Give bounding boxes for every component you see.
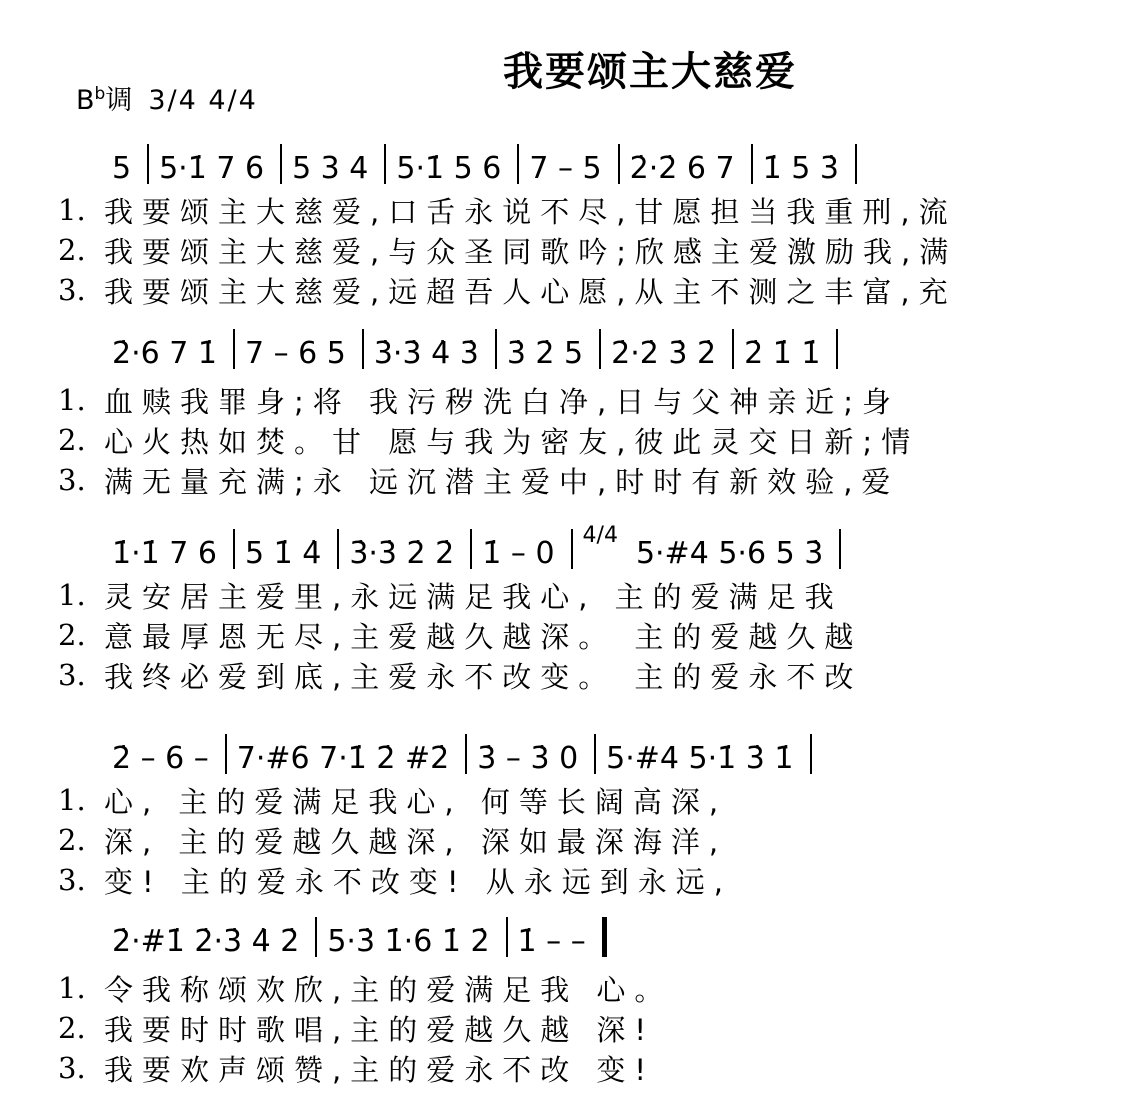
bar-line [732,329,734,369]
key-suffix: 调 [105,85,133,116]
measure: 5 1̇ 4̇ [244,536,322,571]
bar-line [147,144,149,184]
bar-line [571,529,573,569]
measure: 2̇·2̇ 3̇ 2̇ [611,336,717,371]
bar-line [751,144,753,184]
lyric-verse-3: 3. 我终必爱到底,主爱永不改变。 主的爱永不改 [58,658,863,694]
measure: 3̇ – 3̇ 0 [477,741,579,776]
lyric-verse-1: 1. 心, 主的爱满足我心, 何等长阔高深, [58,783,728,819]
lyric-verse-2: 2. 心火热如焚。甘 愿与我为密友,彼此灵交日新;情 [58,423,920,459]
key-signature [76,78,258,117]
measure: 2̇·#1̇ 2̇·3̇ 4̇ 2̇ [112,924,300,959]
bar-line [810,734,812,774]
lyric-verse-1: 1. 灵安居主爱里,永远满足我心, 主的爱满足我 [58,578,843,614]
lyric-verse-2: 2. 我要时时歌唱,主的爱越久越 深! [58,1011,656,1047]
measure: 2̇ 1̇ 1̇ [744,336,821,371]
bar-line [233,329,235,369]
measure: 2̇·2̇ 6 7 [629,151,735,186]
bar-line [839,529,841,569]
measure: 5·#4 5·1̇ 3̇ 1̇ [606,741,794,776]
lyrics-block [58,968,1104,1088]
lyric-verse-1: 1. 我要颂主大慈爱,口舌永说不尽,甘愿担当我重刑,流 [58,193,957,229]
notation-row [112,140,1100,184]
notation-row [112,325,1100,369]
lyric-verse-1: 1. 令我称颂欢欣,主的爱满足我 心。 [58,971,673,1007]
lyrics-block [58,380,1104,500]
measure: 5·1̇ 5 6 [396,151,502,186]
lyric-verse-1: 1. 血赎我罪身;将 我污秽洗白净,日与父神亲近;身 [58,383,900,419]
bar-line [470,529,472,569]
bar-line [280,144,282,184]
measure: 5·#4 5·6 5 3̇ [635,536,824,571]
measure: 1̇·1̇ 7 6 [112,536,217,571]
measure: 5 [112,151,132,186]
measure: 7·#6 7·1̇ 2̇ #2̇ [236,741,450,776]
bar-line [495,329,497,369]
song-title: 我要颂主大慈爱 [503,49,797,95]
measure: 5 3 4 [292,151,369,186]
notation-row [112,913,1100,957]
lyrics-block [58,780,1104,900]
measure: 1̇ – – [517,924,586,959]
bar-line [225,734,227,774]
bar-line [384,144,386,184]
bar-line [337,529,339,569]
key-letter: B [76,85,95,116]
lyric-verse-3: 3. 我要颂主大慈爱,远超吾人心愿,从主不测之丰富,充 [58,273,957,309]
lyric-verse-3: 3. 变! 主的爱永不改变! 从永远到永远, [58,863,732,899]
bar-line [315,917,317,957]
measure: 1̇ 5 3̇ [762,151,839,186]
notation-row [112,730,1100,774]
final-bar-line [602,917,607,957]
time-signature: 3/4 4/4 [148,85,258,116]
measure: 1̇ – 0 [482,536,555,571]
measure: 2̇ – 6 – [112,741,209,776]
lyrics-block [58,190,1104,310]
bar-line [618,144,620,184]
lyric-verse-3: 3. 我要欢声颂赞,主的爱永不改 变! [58,1051,656,1087]
measure: 5·1̇ 7 6 [159,151,265,186]
meter-change: 4/4 [582,523,618,548]
lyric-verse-2: 2. 意最厚恩无尽,主爱越久越深。 主的爱越久越 [58,618,863,654]
measure: 2̇·6 7 1̇ [112,336,217,371]
measure: 3̇·3̇ 4̇ 3̇ [373,336,479,371]
bar-line [594,734,596,774]
bar-line [836,329,838,369]
bar-line [855,144,857,184]
bar-line [465,734,467,774]
lyric-verse-3: 3. 满无量充满;永 远沉潜主爱中,时时有新效验,爱 [58,463,900,499]
bar-line [517,144,519,184]
lyric-verse-2: 2. 深, 主的爱越久越深, 深如最深海洋, [58,823,728,859]
bar-line [506,917,508,957]
bar-line [233,529,235,569]
measure: 5·3̇ 1̇·6 1̇ 2̇ [327,924,490,959]
measure: 7 – 6 5 [244,336,346,371]
measure: 7 – 5 [529,151,602,186]
flat-sign: b [94,84,106,104]
lyric-verse-2: 2. 我要颂主大慈爱,与众圣同歌吟;欣感主爱激励我,满 [58,233,958,269]
lyrics-block [58,575,1104,695]
bar-line [362,329,364,369]
notation-row [112,525,1100,569]
bar-line [599,329,601,369]
measure: 3̇·3̇ 2̇ 2̇ [349,536,455,571]
measure: 3̇ 2̇ 5 [506,336,584,371]
